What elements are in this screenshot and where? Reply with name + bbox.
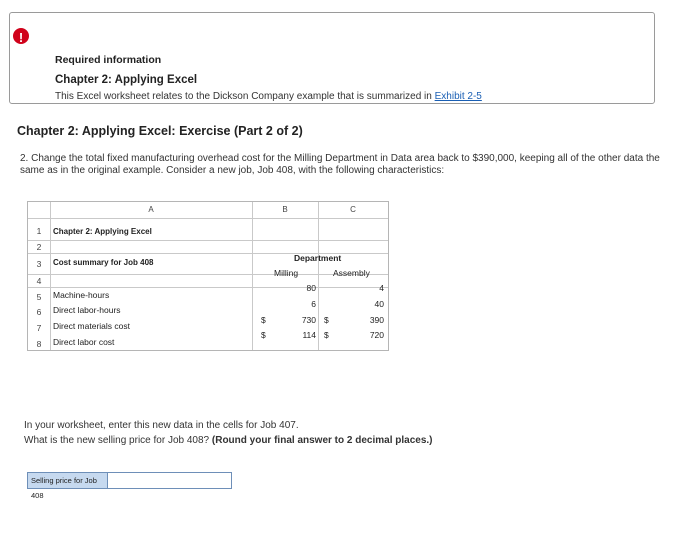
excel-worksheet [27, 201, 389, 351]
instruction-text: In your worksheet, enter this new data in the cells for Job 407. [24, 420, 299, 431]
cell-b8[interactable]: 114 [302, 330, 316, 340]
cell-a8[interactable]: Direct labor cost [53, 337, 115, 347]
cell-c6[interactable]: 40 [374, 299, 384, 309]
cell-a3[interactable]: Cost summary for Job 408 [53, 258, 154, 267]
cell-c7[interactable]: 390 [369, 315, 384, 325]
info-line [55, 91, 482, 102]
cell-milling[interactable]: Milling [274, 268, 299, 278]
alert-icon: ! [11, 26, 31, 46]
row-number[interactable]: 3 [36, 259, 42, 269]
cell-a5[interactable]: Machine-hours [53, 290, 110, 300]
cell-c8[interactable]: 720 [369, 330, 384, 340]
cell-b6[interactable]: 6 [311, 299, 316, 309]
row-number[interactable]: 2 [36, 242, 42, 252]
cell-a7[interactable]: Direct materials cost [53, 321, 130, 331]
info-line-text: This Excel worksheet relates to the Dickson Company example that is summarized in [55, 91, 435, 102]
exercise-title: Chapter 2: Applying Excel: Exercise (Part 2 of 2) [17, 124, 303, 138]
cell-department[interactable]: Department [294, 253, 342, 263]
cell-b7-currency: $ [261, 315, 266, 325]
row-number[interactable]: 5 [36, 292, 42, 302]
cell-a1[interactable]: Chapter 2: Applying Excel [53, 227, 152, 236]
question-prompt-text: What is the new selling price for Job 408? [24, 435, 212, 446]
row-number[interactable]: 1 [36, 226, 42, 236]
cell-b8-currency: $ [261, 330, 266, 340]
cell-c7-currency: $ [324, 315, 329, 325]
column-header-a[interactable]: A [148, 205, 154, 214]
cell-c8-currency: $ [324, 330, 329, 340]
row-number[interactable]: 8 [36, 339, 42, 349]
exhibit-link[interactable]: Exhibit 2-5 [434, 91, 482, 102]
question-prompt [24, 435, 433, 446]
column-header-c[interactable]: C [350, 205, 356, 214]
cell-a6[interactable]: Direct labor-hours [53, 305, 121, 315]
selling-price-input[interactable] [108, 473, 231, 488]
info-chapter: Chapter 2: Applying Excel [55, 74, 198, 86]
required-info-box [9, 12, 655, 104]
row-number[interactable]: 4 [36, 276, 42, 286]
row-number[interactable]: 6 [36, 307, 42, 317]
column-header-b[interactable]: B [282, 205, 288, 214]
cell-b7[interactable]: 730 [301, 315, 316, 325]
selling-price-answer-row [27, 472, 232, 500]
rounding-note: (Round your final answer to 2 decimal places.) [211, 435, 433, 446]
selling-price-label: Selling price for Job 408 [28, 473, 108, 488]
info-title: Required information [55, 54, 162, 66]
row-number[interactable]: 7 [36, 323, 42, 333]
cell-c5[interactable]: 4 [379, 283, 384, 293]
cell-b5[interactable]: 80 [306, 283, 316, 293]
cell-assembly[interactable]: Assembly [333, 268, 370, 278]
question-text: 2. Change the total fixed manufacturing overhead cost for the Milling Department in Data area back to $390,000, keeping all of the other data the same as in the original example. Consider a new job, Job 408, with the following characteristics: [20, 153, 660, 176]
